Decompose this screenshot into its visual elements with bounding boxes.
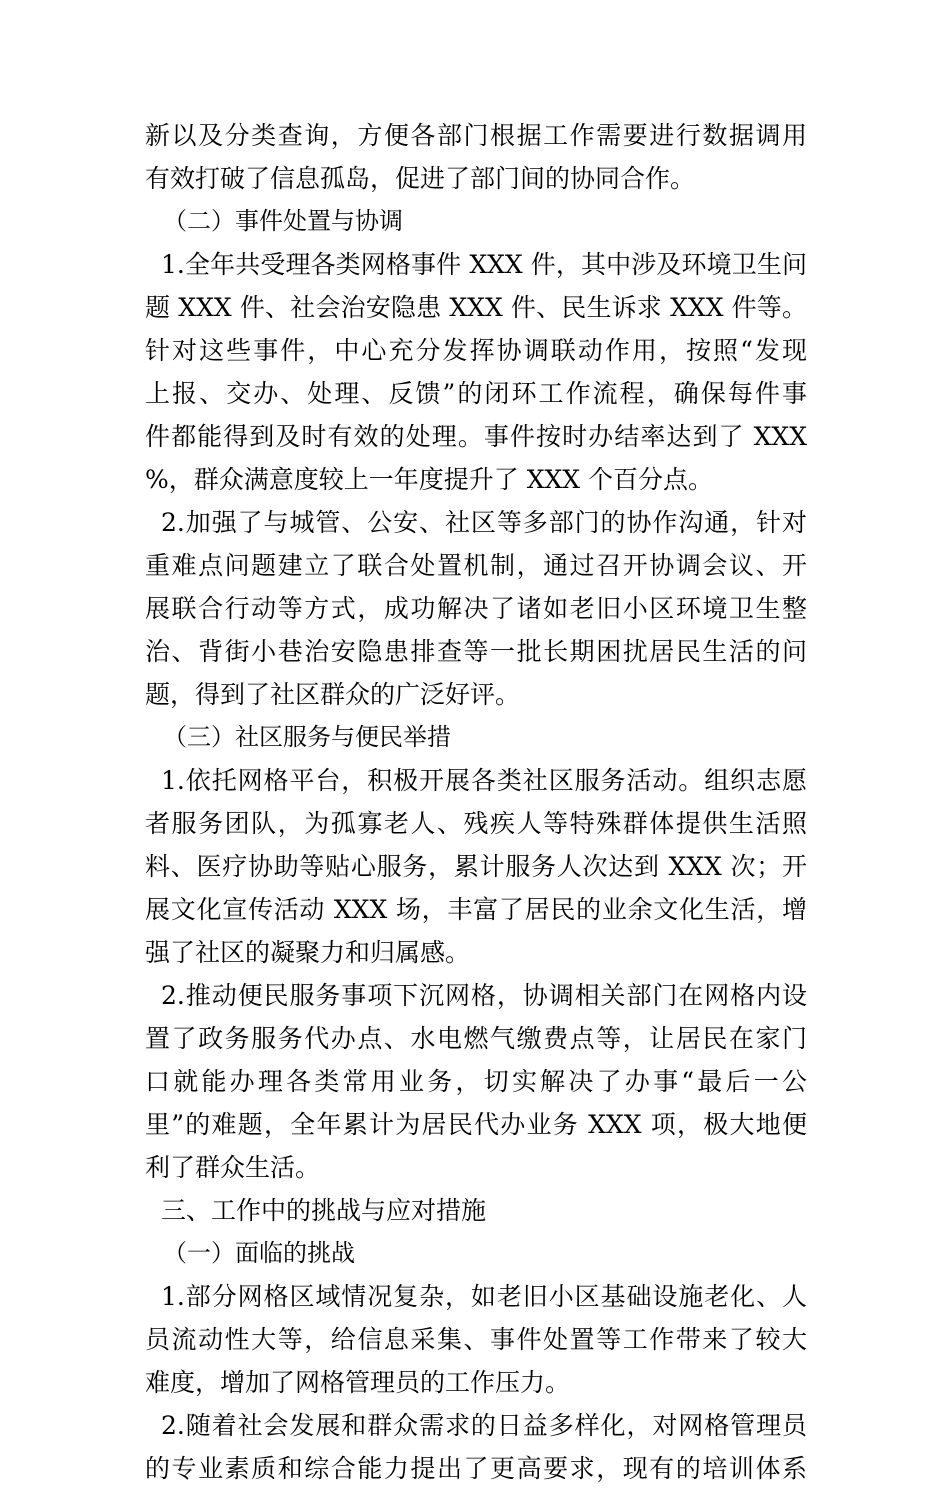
text-line: 件都能得到及时有效的处理。事件按时办结率达到了 XXX [145,422,807,451]
text-line: 强了社区的凝聚力和归属感。 [145,938,471,967]
text-line: 者服务团队，为孤寡老人、残疾人等特殊群体提供生活照 [145,809,807,838]
text-line: 1.全年共受理各类网格事件 XXX 件，其中涉及环境卫生问 [161,250,807,279]
text-line: 针对这些事件，中心充分发挥协调联动作用，按照“发现 [145,336,807,365]
text-line: 新以及分类查询，方便各部门根据工作需要进行数据调用 [145,121,807,150]
section-subheading: （三）社区服务与便民举措 [163,723,451,751]
text-line: 2.推动便民服务事项下沉网格，协调相关部门在网格内设 [161,981,807,1010]
text-line: 置了政务服务代办点、水电燃气缴费点等，让居民在家门 [145,1024,807,1053]
text-line: 口就能办理各类常用业务，切实解决了办事“最后一公 [145,1067,807,1096]
text-line: 1.依托网格平台，积极开展各类社区服务活动。组织志愿 [161,766,807,795]
text-line: 上报、交办、处理、反馈”的闭环工作流程，确保每件事 [145,379,807,408]
text-line: 题，得到了社区群众的广泛好评。 [145,680,521,709]
section-subheading: （一）面临的挑战 [163,1239,355,1267]
section-heading: 三、工作中的挑战与应对措施 [161,1196,487,1225]
text-line: 治、背街小巷治安隐患排查等一批长期困扰居民生活的问 [145,637,807,666]
text-line: 2.加强了与城管、公安、社区等多部门的协作沟通，针对 [161,508,807,537]
text-line: 1.部分网格区域情况复杂，如老旧小区基础设施老化、人 [161,1282,807,1311]
section-subheading: （二）事件处置与协调 [163,207,403,235]
text-line: 里”的难题，全年累计为居民代办业务 XXX 项，极大地便 [145,1110,807,1139]
text-line: 利了群众生活。 [145,1153,321,1182]
text-line: 2.随着社会发展和群众需求的日益多样化，对网格管理员 [161,1411,807,1440]
text-line: 的专业素质和综合能力提出了更高要求，现有的培训体系 [145,1454,807,1483]
text-line: 员流动性大等，给信息采集、事件处置等工作带来了较大 [145,1325,807,1354]
text-line: 展文化宣传活动 XXX 场，丰富了居民的业余文化生活，增 [145,895,807,924]
text-line: 有效打破了信息孤岛，促进了部门间的协同合作。 [145,164,696,193]
text-line: 题 XXX 件、社会治安隐患 XXX 件、民生诉求 XXX 件等。 [145,293,807,322]
text-line: %，群众满意度较上一年度提升了 XXX 个百分点。 [145,465,714,494]
text-line: 重难点问题建立了联合处置机制，通过召开协调会议、开 [145,551,807,580]
text-line: 难度，增加了网格管理员的工作压力。 [145,1368,571,1397]
text-line: 展联合行动等方式，成功解决了诸如老旧小区环境卫生整 [145,594,807,623]
text-line: 料、医疗协助等贴心服务，累计服务人次达到 XXX 次；开 [145,852,807,881]
document-body [145,114,807,1490]
